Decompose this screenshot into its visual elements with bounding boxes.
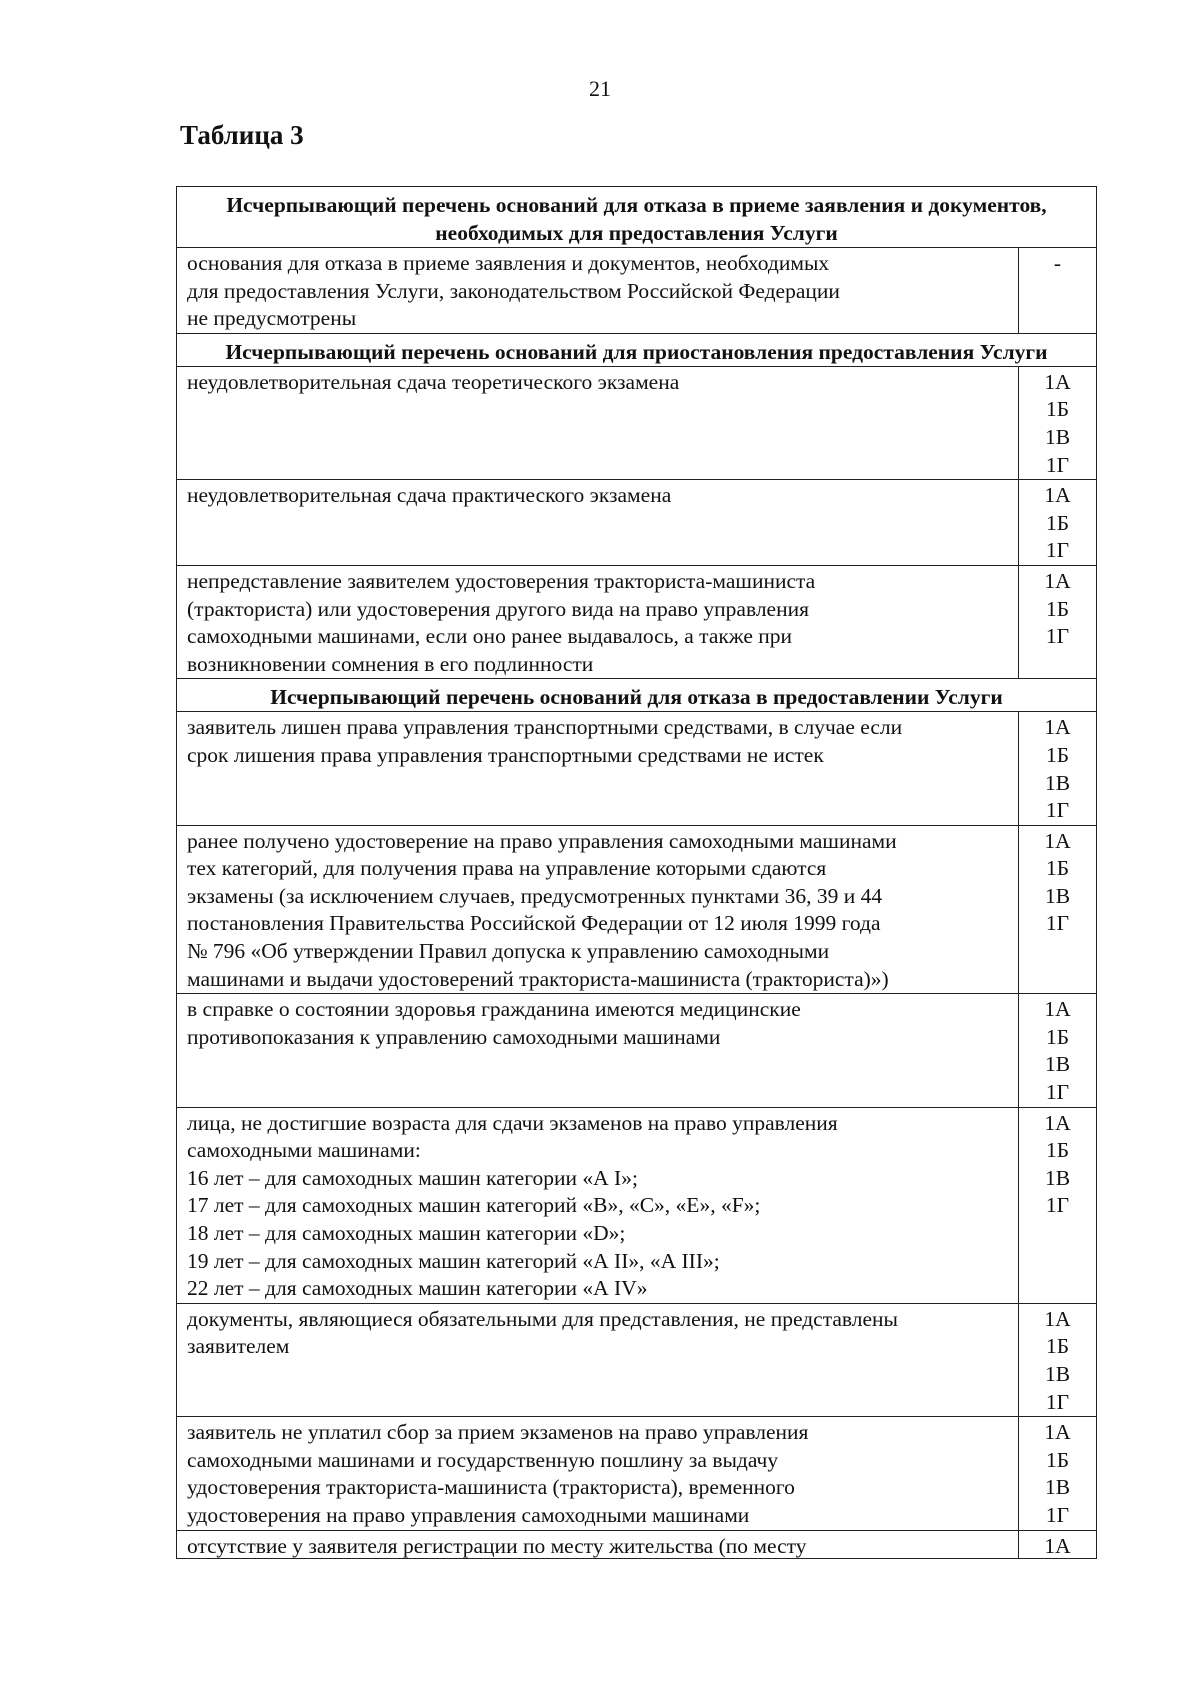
description-line: для предоставления Услуги, законодательством Российской Федерации (187, 278, 840, 303)
description-line: постановления Правительства Российской Федерации от 12 июля 1999 года (187, 911, 881, 936)
description-line: неудовлетворительная сдача теоретического экзамена (187, 369, 680, 394)
category-code: 1Г (1045, 1502, 1070, 1527)
section-heading: Исчерпывающий перечень оснований для отказа в приеме заявления и документов, необходимых для предоставления Услуги (177, 187, 1097, 248)
category-code: 1А (1044, 828, 1071, 853)
description-line: в справке о состоянии здоровья гражданина имеются медицинские (187, 997, 801, 1022)
categories-cell (1019, 480, 1097, 566)
description-line: не предусмотрены (187, 306, 357, 331)
description-line: документы, являющиеся обязательными для представления, не представлены (187, 1306, 898, 1331)
category-code: 1А (1044, 1533, 1071, 1558)
table-row (177, 825, 1097, 994)
table-row (177, 994, 1097, 1107)
category-code: 1В (1044, 1052, 1071, 1077)
category-code: 1Б (1045, 397, 1070, 422)
category-code: 1В (1044, 1165, 1071, 1190)
section-heading: Исчерпывающий перечень оснований для отказа в предоставлении Услуги (177, 679, 1097, 712)
category-code: 1Б (1045, 1138, 1070, 1163)
description-line: 17 лет – для самоходных машин категорий «B», «C», «E», «F»; (187, 1193, 761, 1218)
ground-description (177, 1303, 1019, 1416)
description-line: отсутствие у заявителя регистрации по месту жительства (по месту (187, 1533, 807, 1558)
ground-description (177, 565, 1019, 678)
category-code: 1В (1044, 1475, 1071, 1500)
category-code: 1В (1044, 424, 1071, 449)
category-code: 1Б (1045, 596, 1070, 621)
category-code: 1Г (1045, 911, 1070, 936)
description-line: 22 лет – для самоходных машин категории «А IV» (187, 1276, 648, 1301)
category-code: 1Б (1045, 742, 1070, 767)
category-code: 1Б (1045, 510, 1070, 535)
description-line: удостоверения тракториста-машиниста (тракториста), временного (187, 1475, 795, 1500)
section-heading: Исчерпывающий перечень оснований для приостановления предоставления Услуги (177, 333, 1097, 366)
ground-description (177, 994, 1019, 1107)
description-line: удостоверения на право управления самоходными машинами (187, 1502, 750, 1527)
categories-cell (1019, 1530, 1097, 1558)
section-heading-row (177, 187, 1097, 248)
grounds-table (176, 186, 1097, 1559)
description-line: неудовлетворительная сдача практического экзамена (187, 483, 672, 508)
description-line: № 796 «Об утверждении Правил допуска к управлению самоходными (187, 939, 830, 964)
category-code: 1А (1044, 1420, 1071, 1445)
table-row (177, 712, 1097, 825)
description-line: возникновении сомнения в его подлинности (187, 651, 594, 676)
ground-description (177, 1107, 1019, 1303)
category-code: 1В (1044, 770, 1071, 795)
category-code: 1Б (1045, 856, 1070, 881)
description-line: ранее получено удостоверение на право управления самоходными машинами (187, 828, 897, 853)
category-code: 1А (1044, 369, 1071, 394)
category-code: 1Б (1045, 1447, 1070, 1472)
description-line: противопоказания к управлению самоходными машинами (187, 1024, 721, 1049)
description-line: (тракториста) или удостоверения другого вида на право управления (187, 596, 809, 621)
description-line: машинами и выдачи удостоверений тракториста-машиниста (тракториста)») (187, 966, 889, 991)
description-line: самоходными машинами и государственную пошлину за выдачу (187, 1447, 779, 1472)
description-line: самоходными машинами: (187, 1138, 421, 1163)
description-line: экзамены (за исключением случаев, предусмотренных пунктами 36, 39 и 44 (187, 883, 883, 908)
description-line: 19 лет – для самоходных машин категорий «А II», «А III»; (187, 1248, 720, 1273)
category-code: 1Б (1045, 1024, 1070, 1049)
description-line: заявитель лишен права управления транспортными средствами, в случае если (187, 715, 903, 740)
categories-cell (1019, 1303, 1097, 1416)
categories-cell (1019, 1107, 1097, 1303)
category-code: 1А (1044, 1110, 1071, 1135)
category-code: 1А (1044, 1306, 1071, 1331)
category-code: 1Г (1045, 1193, 1070, 1218)
categories-cell (1019, 1417, 1097, 1530)
table-title: Таблица 3 (180, 120, 304, 150)
ground-description (177, 480, 1019, 566)
description-line: непредставление заявителем удостоверения тракториста-машиниста (187, 568, 816, 593)
category-code: 1А (1044, 483, 1071, 508)
category-code: 1Б (1045, 1334, 1070, 1359)
page-number: 21 (589, 76, 611, 101)
category-code: 1Г (1045, 452, 1070, 477)
categories-cell (1019, 712, 1097, 825)
table-row (177, 565, 1097, 678)
description-line: заявителем (187, 1334, 290, 1359)
description-line: 18 лет – для самоходных машин категории «D»; (187, 1221, 626, 1245)
ground-description (177, 248, 1019, 334)
table-row (177, 248, 1097, 334)
description-line: 16 лет – для самоходных машин категории «А I»; (187, 1165, 638, 1190)
table-row (177, 1530, 1097, 1558)
categories-cell (1019, 248, 1097, 334)
section-heading-row (177, 333, 1097, 366)
category-code: 1Г (1045, 538, 1070, 563)
ground-description (177, 825, 1019, 994)
category-code: 1А (1044, 997, 1071, 1022)
table-row (177, 1417, 1097, 1530)
description-line: самоходными машинами, если оно ранее выдавалось, а также при (187, 624, 793, 649)
category-code: 1А (1044, 568, 1071, 593)
table-row (177, 1107, 1097, 1303)
description-line: лица, не достигшие возраста для сдачи экзаменов на право управления (187, 1110, 838, 1135)
category-code: 1В (1044, 883, 1071, 908)
description-line: основания для отказа в приеме заявления и документов, необходимых (187, 251, 830, 275)
categories-cell (1019, 565, 1097, 678)
description-line: тех категорий, для получения права на управление которыми сдаются (187, 856, 827, 881)
categories-cell (1019, 366, 1097, 479)
category-code: 1Г (1045, 624, 1070, 649)
categories-cell (1019, 825, 1097, 994)
section-heading-row (177, 679, 1097, 712)
ground-description (177, 1417, 1019, 1530)
ground-description (177, 366, 1019, 479)
ground-description (177, 1530, 1019, 1558)
category-code: 1В (1044, 1361, 1071, 1386)
table-row (177, 1303, 1097, 1416)
category-code: 1Г (1045, 1080, 1070, 1105)
category-code: 1Г (1045, 1389, 1070, 1414)
category-code: 1Г (1045, 798, 1070, 823)
ground-description (177, 712, 1019, 825)
category-code: 1А (1044, 715, 1071, 740)
table-row (177, 480, 1097, 566)
categories-cell (1019, 994, 1097, 1107)
category-code: - (1053, 251, 1062, 275)
table-row (177, 366, 1097, 479)
description-line: заявитель не уплатил сбор за прием экзаменов на право управления (187, 1420, 809, 1445)
description-line: срок лишения права управления транспортными средствами не истек (187, 742, 824, 767)
